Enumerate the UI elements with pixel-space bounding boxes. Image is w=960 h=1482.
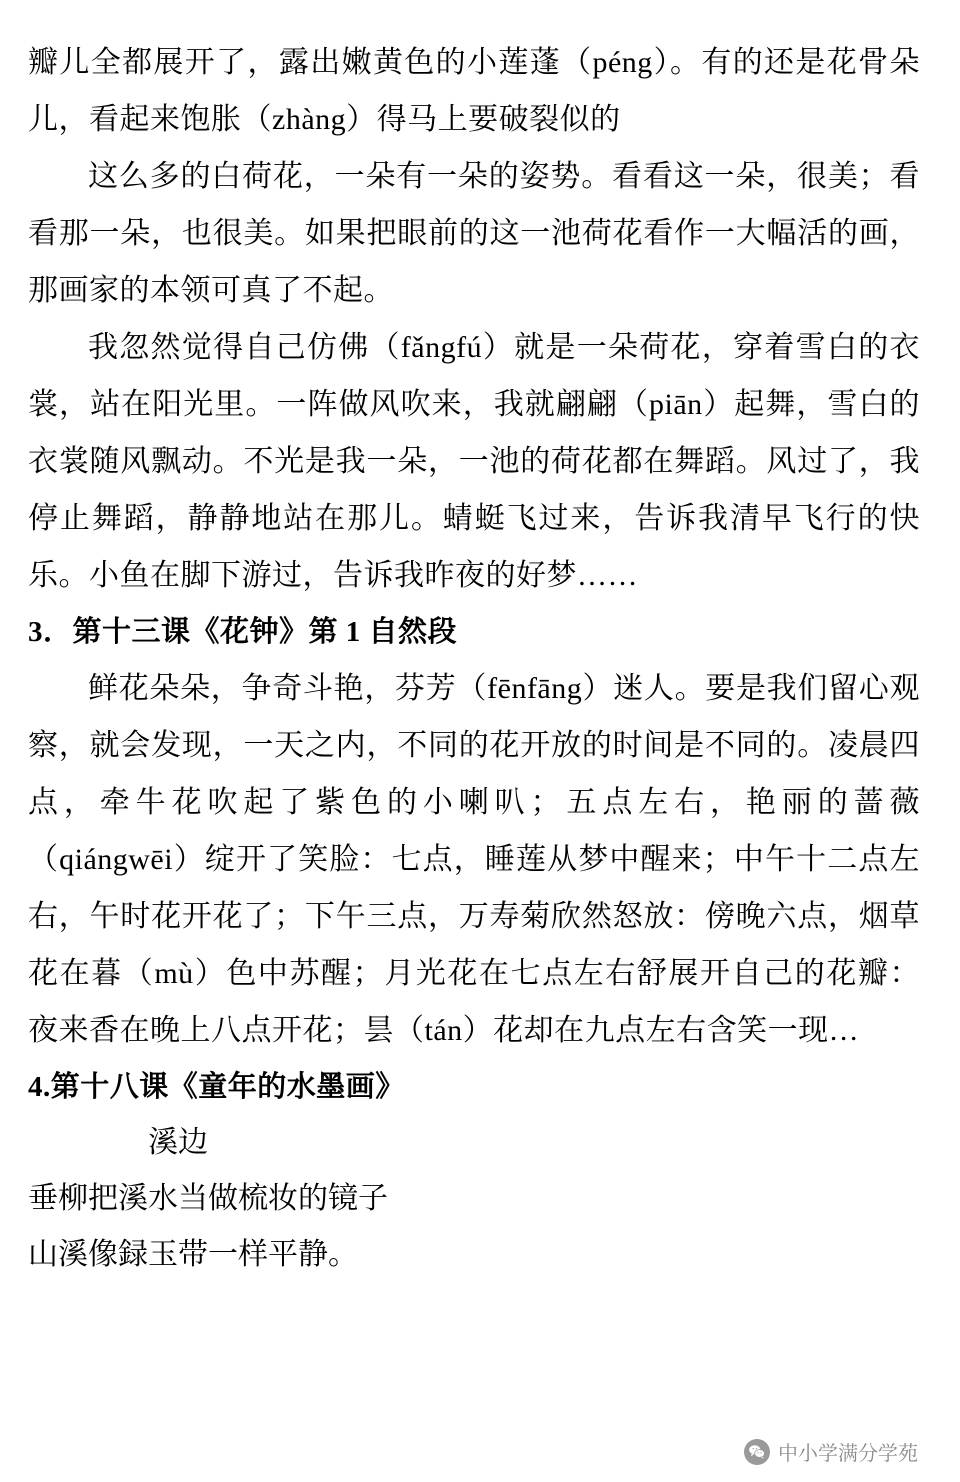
- wechat-icon: [744, 1439, 770, 1465]
- poem-title: 溪边: [148, 1126, 208, 1159]
- section-heading: 4.第十八课《童年的水墨画》: [28, 1071, 405, 1103]
- section-heading: 3．第十三课《花钟》第 1 自然段: [28, 616, 458, 648]
- paragraph-text: 这么多的白荷花，一朵有一朵的姿势。看看这一朵，很美；看看那一朵，也很美。如果把眼前的这一池荷花看作一大幅活的画，那画家的本领可真了不起。: [28, 160, 920, 307]
- paragraph-text: 我忽然觉得自己仿佛（fǎngfú）就是一朵荷花，穿着雪白的衣裳，站在阳光里。一阵做风吹来，我就翩翩（piān）起舞，雪白的衣裳随风飘动。不光是我一朵，一池的荷花都在舞蹈。风过了，我停止舞蹈，静静地站在那儿。蜻蜓飞过来，告诉我清早飞行的快乐。小鱼在脚下游过，告诉我昨夜的好梦……: [28, 331, 920, 592]
- watermark-footer: [744, 1437, 918, 1466]
- paragraph-text: 瓣儿全都展开了，露出嫩黄色的小莲蓬（péng）。有的还是花骨朵儿，看起来饱胀（zhàng）得马上要破裂似的: [28, 46, 920, 136]
- poem-line: 山溪像録玉带一样平静。: [28, 1238, 358, 1271]
- watermark-label: 中小学满分学苑: [778, 1443, 918, 1465]
- poem-line: 垂柳把溪水当做梳妆的镜子: [28, 1182, 388, 1215]
- paragraph-text: 鲜花朵朵，争奇斗艳，芬芳（fēnfāng）迷人。要是我们留心观察，就会发现，一天之内，不同的花开放的时间是不同的。凌晨四点，牵牛花吹起了紫色的小喇叭；五点左右，艳丽的蔷薇（qiángwēi）绽开了笑脸：七点，睡莲从梦中醒来；中午十二点左右，午时花开花了；下午三点，万寿菊欣然怒放：傍晚六点，烟草花在暮（mù）色中苏醒；月光花在七点左右舒展开自己的花瓣：夜来香在晚上八点开花；昙（tán）花却在九点左右含笑一现…: [28, 672, 920, 1047]
